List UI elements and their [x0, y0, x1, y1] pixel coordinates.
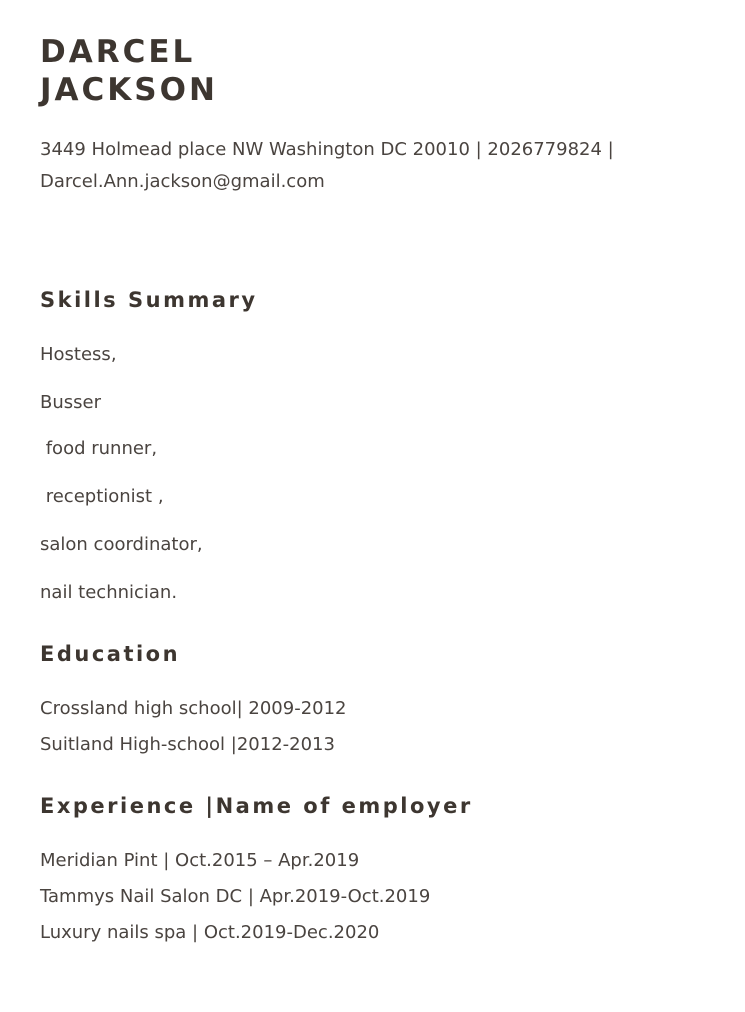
contact-info — [40, 134, 700, 198]
experience-item: Luxury nails spa | Oct.2019-Dec.2020 — [40, 922, 380, 943]
skills-heading: Skills Summary — [40, 288, 258, 312]
skill-item: receptionist , — [40, 486, 164, 507]
skill-item: Hostess, — [40, 344, 117, 365]
experience-item: Tammys Nail Salon DC | Apr.2019-Oct.2019 — [40, 886, 431, 907]
experience-heading: Experience |Name of employer — [40, 794, 473, 818]
last-name: JACKSON — [40, 72, 218, 108]
education-heading: Education — [40, 642, 181, 666]
skill-item: Busser — [40, 392, 101, 413]
skill-item: nail technician. — [40, 582, 178, 603]
first-name: DARCEL — [40, 34, 196, 70]
education-item: Suitland High-school |2012-2013 — [40, 734, 335, 755]
contact-address-phone: 3449 Holmead place NW Washington DC 20010 | 2026779824 | — [40, 139, 614, 160]
applicant-name — [40, 33, 218, 109]
experience-item: Meridian Pint | Oct.2015 – Apr.2019 — [40, 850, 360, 871]
skill-item: salon coordinator, — [40, 534, 203, 555]
education-item: Crossland high school| 2009-2012 — [40, 698, 347, 719]
skill-item: food runner, — [40, 438, 158, 459]
contact-email: Darcel.Ann.jackson@gmail.com — [40, 171, 325, 192]
